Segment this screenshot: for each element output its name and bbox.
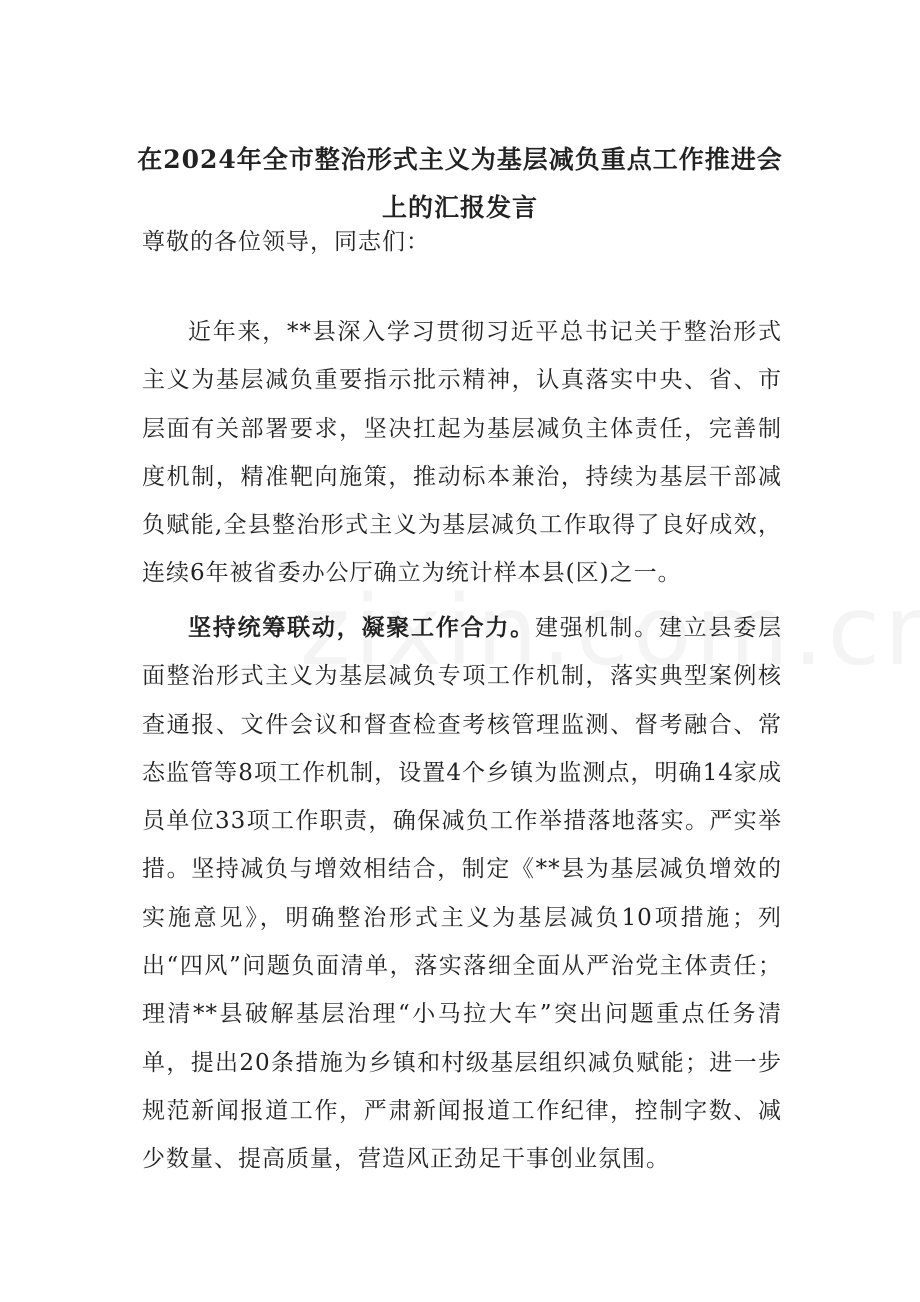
section-heading: 坚持统筹联动，凝聚工作合力。 bbox=[188, 614, 535, 641]
salutation: 尊敬的各位领导，同志们： bbox=[142, 229, 430, 255]
paragraph-section-1 bbox=[142, 604, 782, 1184]
paragraph-intro: 近年来，**县深入学习贯彻习近平总书记关于整治形式主义为基层减负重要指示批示精神，认真落实中央、省、市层面有关部署要求，坚决扛起为基层减负主体责任，完善制度机制，精准靶向施策，推动标本兼治，持续为基层干部减负赋能,全县整治形式主义为基层减负工作取得了良好成效，连续6年被省委办公厅确立为统计样本县(区)之一。 bbox=[142, 319, 782, 587]
section-body: 建强机制。建立县委层面整治形式主义为基层减负专项工作机制，落实典型案例核查通报、文件会议和督查检查考核管理监测、督考融合、常态监管等8项工作机制，设置4个乡镇为监测点，明确14家成员单位33项工作职责，确保减负工作举措落地落实。严实举措。坚持减负与增效相结合，制定《**县为基层减负增效的实施意见》，明确整治形式主义为基层减负10项措施；列出“四风”问题负面清单，落实落细全面从严治党主体责任；理清**县破解基层治理“小马拉大车”突出问题重点任务清单，提出20条措施为乡镇和村级基层组织减负赋能；进一步规范新闻报道工作，严肃新闻报道工作纪律，控制字数、减少数量、提高质量，营造风正劲足干事创业氛围。 bbox=[142, 615, 783, 1173]
document-title: 在2024年全市整治形式主义为基层减负重点工作推进会上的汇报发言 bbox=[137, 145, 783, 222]
